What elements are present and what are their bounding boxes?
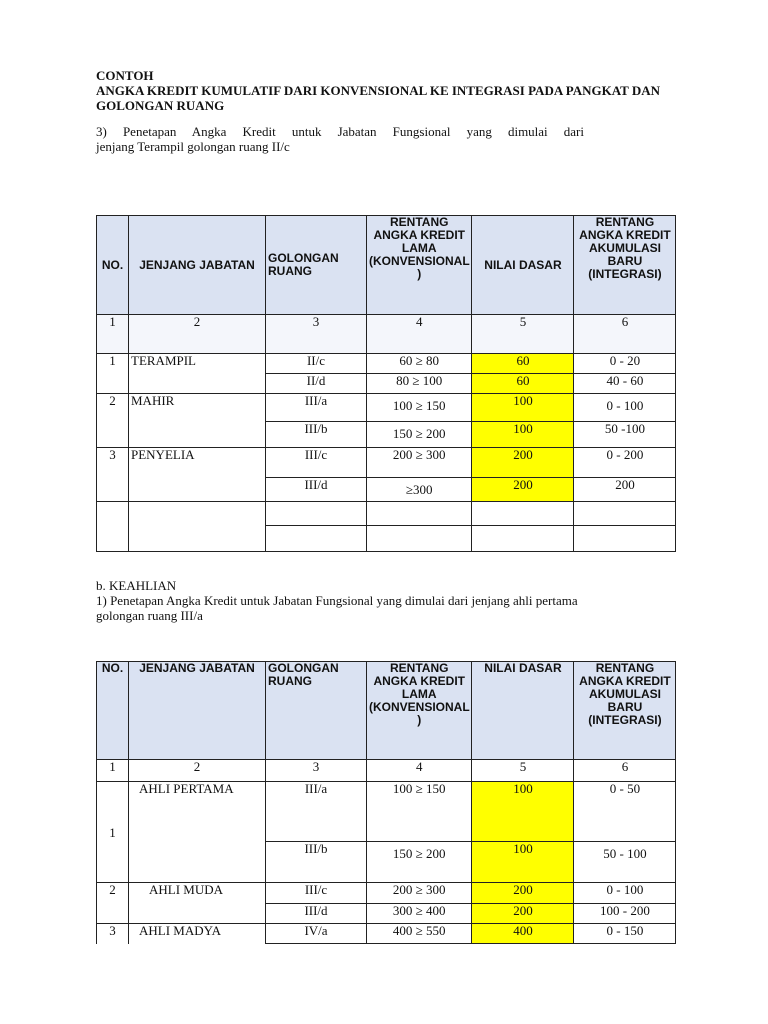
empty-cell xyxy=(367,526,472,552)
nilai-dasar: 60 xyxy=(472,374,574,394)
index-cell: 5 xyxy=(472,315,574,354)
index-cell: 1 xyxy=(97,315,129,354)
nilai-dasar: 60 xyxy=(472,354,574,374)
empty-cell xyxy=(472,526,574,552)
column-index-row xyxy=(97,760,676,782)
col-header-no: NO. xyxy=(97,216,129,315)
table-row xyxy=(97,354,676,374)
empty-cell xyxy=(574,502,676,526)
rentang-baru: 0 - 200 xyxy=(574,448,676,478)
index-cell: 5 xyxy=(472,760,574,782)
section2-label: b. KEAHLIAN xyxy=(96,578,177,593)
nilai-dasar: 100 xyxy=(472,394,574,422)
empty-cell xyxy=(129,502,266,552)
jenjang-jabatan: MAHIR xyxy=(129,394,266,448)
golongan-ruang: III/c xyxy=(266,448,367,478)
col-header-golongan: GOLONGAN RUANG xyxy=(266,662,367,760)
golongan-ruang: III/d xyxy=(266,478,367,502)
rentang-baru: 0 - 100 xyxy=(574,883,676,904)
col-header-rentang-lama: RENTANG ANGKA KREDIT LAMA (KONVENSIONAL ) xyxy=(367,662,472,760)
index-cell: 2 xyxy=(129,315,266,354)
col-header-rentang-baru: RENTANG ANGKA KREDIT AKUMULASI BARU (INTEGRASI) xyxy=(574,662,676,760)
col-header-rentang-lama: RENTANG ANGKA KREDIT LAMA (KONVENSIONAL ) xyxy=(367,216,472,315)
rentang-lama: 150 ≥ 200 xyxy=(367,422,472,448)
row-number: 3 xyxy=(97,448,129,502)
row-number: 1 xyxy=(97,782,129,883)
nilai-dasar: 200 xyxy=(472,448,574,478)
rentang-baru: 100 - 200 xyxy=(574,904,676,924)
rentang-lama: 200 ≥ 300 xyxy=(367,883,472,904)
table-header-row xyxy=(97,662,676,760)
row-number: 3 xyxy=(97,924,129,944)
col-header-golongan: GOLONGAN RUANG xyxy=(266,216,367,315)
section1-para-line2: jenjang Terampil golongan ruang II/c xyxy=(96,139,290,154)
col-header-jenjang: JENJANG JABATAN xyxy=(129,662,266,760)
col-header-rentang-baru: RENTANG ANGKA KREDIT AKUMULASI BARU (INTEGRASI) xyxy=(574,216,676,315)
nilai-dasar: 200 xyxy=(472,904,574,924)
index-cell: 4 xyxy=(367,760,472,782)
jenjang-jabatan: AHLI MADYA xyxy=(129,924,266,944)
table-row xyxy=(97,883,676,904)
rentang-baru: 50 - 100 xyxy=(574,842,676,883)
rentang-lama: 100 ≥ 150 xyxy=(367,782,472,842)
golongan-ruang: III/a xyxy=(266,782,367,842)
golongan-ruang: III/c xyxy=(266,883,367,904)
heading-line-title: ANGKA KREDIT KUMULATIF DARI KONVENSIONAL KE INTEGRASI PADA PANGKAT DAN xyxy=(96,83,661,98)
section2-paragraph xyxy=(96,593,676,623)
golongan-ruang: II/d xyxy=(266,374,367,394)
jenjang-jabatan: AHLI MUDA xyxy=(129,883,266,924)
table-terampil xyxy=(96,215,676,552)
jenjang-jabatan: PENYELIA xyxy=(129,448,266,502)
golongan-ruang: III/b xyxy=(266,422,367,448)
empty-row xyxy=(97,502,676,526)
rentang-baru: 0 - 150 xyxy=(574,924,676,944)
section2-para-line1: 1) Penetapan Angka Kredit untuk Jabatan Fungsional yang dimulai dari jenjang ahli pertama xyxy=(96,593,578,608)
index-cell: 1 xyxy=(97,760,129,782)
table-keahlian xyxy=(96,661,676,944)
rentang-baru: 200 xyxy=(574,478,676,502)
table-row xyxy=(97,924,676,944)
table-row xyxy=(97,448,676,478)
table-row xyxy=(97,394,676,422)
document-heading xyxy=(96,68,696,113)
section2-para-line2: golongan ruang III/a xyxy=(96,608,203,623)
rentang-baru: 0 - 50 xyxy=(574,782,676,842)
golongan-ruang: III/a xyxy=(266,394,367,422)
nilai-dasar: 400 xyxy=(472,924,574,944)
empty-cell xyxy=(574,526,676,552)
empty-cell xyxy=(97,502,129,552)
section1-para-line1: 3) Penetapan Angka Kredit untuk Jabatan Fungsional yang dimulai dari xyxy=(96,124,584,139)
col-header-nilai-dasar: NILAI DASAR xyxy=(472,662,574,760)
rentang-lama: 300 ≥ 400 xyxy=(367,904,472,924)
nilai-dasar: 100 xyxy=(472,782,574,842)
empty-cell xyxy=(266,526,367,552)
col-header-jenjang: JENJANG JABATAN xyxy=(129,216,266,315)
golongan-ruang: IV/a xyxy=(266,924,367,944)
jenjang-jabatan: AHLI PERTAMA xyxy=(129,782,266,883)
index-cell: 2 xyxy=(129,760,266,782)
nilai-dasar: 200 xyxy=(472,883,574,904)
empty-cell xyxy=(472,502,574,526)
index-cell: 6 xyxy=(574,760,676,782)
rentang-baru: 0 - 100 xyxy=(574,394,676,422)
rentang-lama: ≥300 xyxy=(367,478,472,502)
index-cell: 3 xyxy=(266,315,367,354)
golongan-ruang: III/d xyxy=(266,904,367,924)
rentang-baru: 0 - 20 xyxy=(574,354,676,374)
rentang-lama: 60 ≥ 80 xyxy=(367,354,472,374)
golongan-ruang: II/c xyxy=(266,354,367,374)
col-header-no: NO. xyxy=(97,662,129,760)
empty-cell xyxy=(266,502,367,526)
col-header-nilai-dasar: NILAI DASAR xyxy=(472,216,574,315)
golongan-ruang: III/b xyxy=(266,842,367,883)
column-index-row xyxy=(97,315,676,354)
heading-line-title-cont: GOLONGAN RUANG xyxy=(96,98,225,113)
rentang-lama: 400 ≥ 550 xyxy=(367,924,472,944)
nilai-dasar: 100 xyxy=(472,422,574,448)
row-number: 2 xyxy=(97,394,129,448)
table-header-row xyxy=(97,216,676,315)
rentang-lama: 150 ≥ 200 xyxy=(367,842,472,883)
row-number: 2 xyxy=(97,883,129,924)
table-row xyxy=(97,782,676,842)
nilai-dasar: 100 xyxy=(472,842,574,883)
empty-cell xyxy=(367,502,472,526)
section1-paragraph xyxy=(96,124,584,154)
rentang-baru: 50 -100 xyxy=(574,422,676,448)
nilai-dasar: 200 xyxy=(472,478,574,502)
rentang-lama: 200 ≥ 300 xyxy=(367,448,472,478)
rentang-lama: 100 ≥ 150 xyxy=(367,394,472,422)
index-cell: 6 xyxy=(574,315,676,354)
index-cell: 4 xyxy=(367,315,472,354)
rentang-baru: 40 - 60 xyxy=(574,374,676,394)
heading-line-contoh: CONTOH xyxy=(96,68,154,83)
rentang-lama: 80 ≥ 100 xyxy=(367,374,472,394)
row-number: 1 xyxy=(97,354,129,394)
jenjang-jabatan: TERAMPIL xyxy=(129,354,266,394)
index-cell: 3 xyxy=(266,760,367,782)
